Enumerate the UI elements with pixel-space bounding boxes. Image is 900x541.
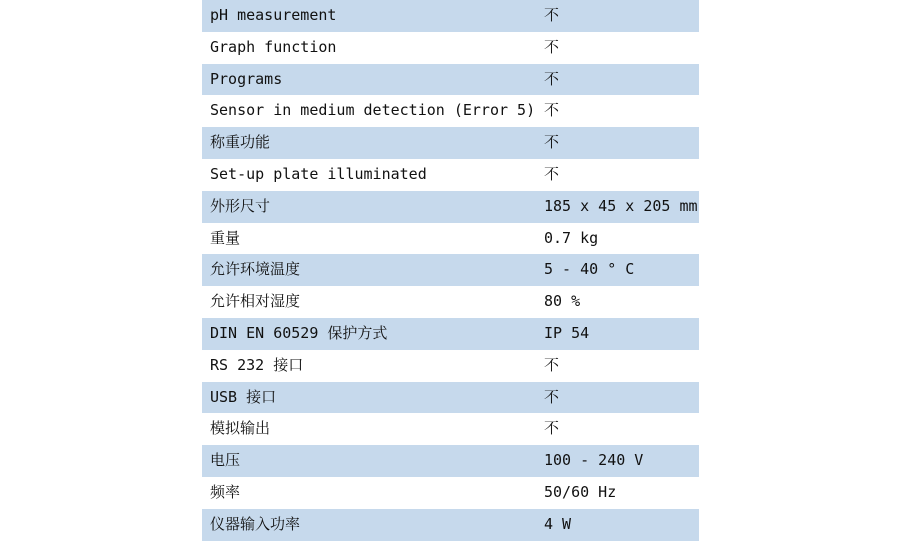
- spec-value: IP 54: [537, 318, 699, 350]
- table-row: [202, 477, 699, 509]
- spec-label: Graph function: [202, 32, 537, 64]
- table-row: [202, 254, 699, 286]
- spec-value: 不: [537, 0, 699, 32]
- spec-value: 不: [537, 382, 699, 414]
- spec-value: 不: [537, 95, 699, 127]
- table-row: [202, 0, 699, 32]
- spec-label: USB 接口: [202, 382, 537, 414]
- spec-label: 重量: [202, 223, 537, 255]
- spec-label: 允许环境温度: [202, 254, 537, 286]
- table-row: [202, 32, 699, 64]
- spec-label: 频率: [202, 477, 537, 509]
- spec-label: 模拟输出: [202, 413, 537, 445]
- spec-value: 4 W: [537, 509, 699, 541]
- spec-value: 不: [537, 413, 699, 445]
- spec-value: 100 - 240 V: [537, 445, 699, 477]
- spec-value: 不: [537, 159, 699, 191]
- spec-label: 电压: [202, 445, 537, 477]
- table-row: [202, 318, 699, 350]
- spec-label: Programs: [202, 64, 537, 96]
- table-row: [202, 64, 699, 96]
- spec-value: 80 %: [537, 286, 699, 318]
- spec-value: 不: [537, 32, 699, 64]
- table-row: [202, 223, 699, 255]
- table-row: [202, 286, 699, 318]
- spec-value: 不: [537, 64, 699, 96]
- spec-value: 185 x 45 x 205 mm: [537, 191, 699, 223]
- table-row: [202, 127, 699, 159]
- spec-value: 5 - 40 ° C: [537, 254, 699, 286]
- spec-label: 仪器输入功率: [202, 509, 537, 541]
- table-row: [202, 350, 699, 382]
- spec-value: 不: [537, 350, 699, 382]
- table-row: [202, 191, 699, 223]
- spec-label: 外形尺寸: [202, 191, 537, 223]
- table-row: [202, 95, 699, 127]
- spec-label: DIN EN 60529 保护方式: [202, 318, 537, 350]
- table-row: [202, 159, 699, 191]
- spec-table: [202, 0, 699, 541]
- table-row: [202, 413, 699, 445]
- spec-value: 50/60 Hz: [537, 477, 699, 509]
- spec-value: 0.7 kg: [537, 223, 699, 255]
- spec-label: 称重功能: [202, 127, 537, 159]
- spec-label: RS 232 接口: [202, 350, 537, 382]
- spec-label: Sensor in medium detection (Error 5): [202, 95, 537, 127]
- table-row: [202, 445, 699, 477]
- spec-label: pH measurement: [202, 0, 537, 32]
- spec-value: 不: [537, 127, 699, 159]
- spec-label: 允许相对湿度: [202, 286, 537, 318]
- table-row: [202, 509, 699, 541]
- spec-label: Set-up plate illuminated: [202, 159, 537, 191]
- table-row: [202, 382, 699, 414]
